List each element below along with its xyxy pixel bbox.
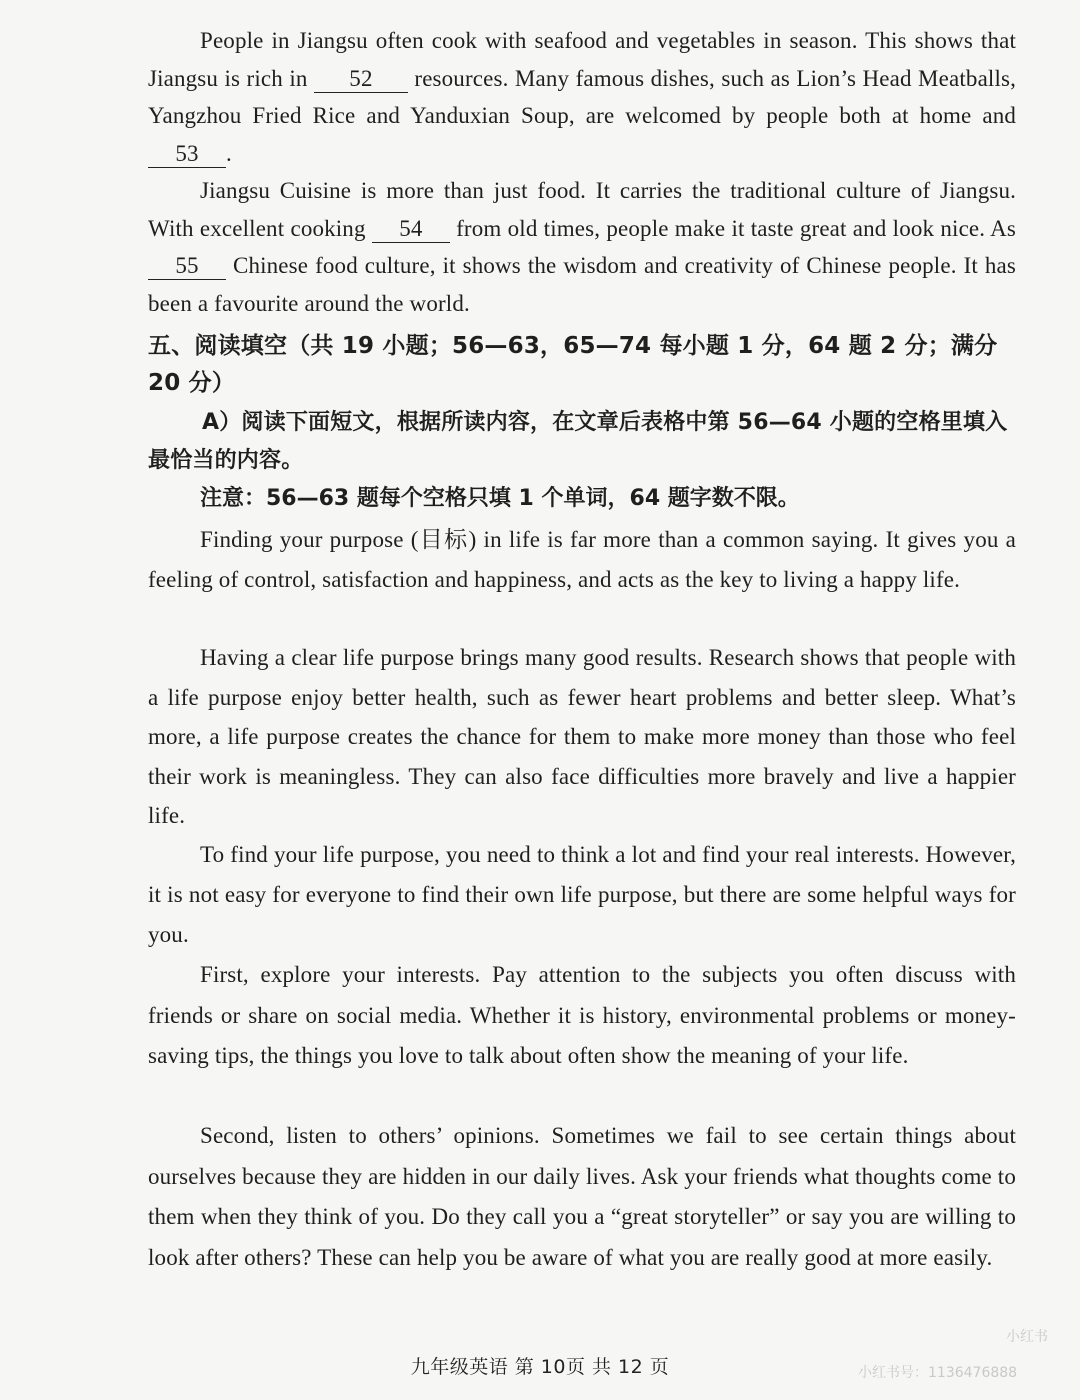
section-note: 注意：56—63 题每个空格只填 1 个单词，64 题字数不限。 — [200, 486, 800, 511]
passage-a-paragraph-1: Finding your purpose (目标) in life is far more than a common saying. It gives you a feeling of control, satisfaction and happiness, and acts as the key to living a happy life. — [148, 527, 1016, 592]
passage-a-paragraph-4: First, explore your interests. Pay attention to the subjects you often discuss with friends or share on social media. Whether it is history, environmental problems or money-saving tips, the things you love to talk about often show the meaning of your life. — [148, 962, 1016, 1068]
p2-text-1: Jiangsu Cuisine is more than just food. It carries the traditional culture of Jiangsu. With excellent cooking — [148, 178, 1016, 241]
blank-53: 53 — [148, 141, 226, 168]
blank-55: 55 — [148, 253, 226, 280]
section-instruction — [148, 404, 1016, 480]
blank-52: 52 — [314, 66, 408, 93]
watermark-logo: 小红书 — [1006, 1329, 1048, 1345]
p1-text-1: People in Jiangsu often cook with seafood and vegetables in season. This shows that Jiangsu is rich in — [148, 28, 1016, 91]
blank-54: 54 — [372, 216, 450, 243]
instruction-text: A）阅读下面短文，根据所读内容，在文章后表格中第 56—64 小题的空格里填入最恰当的内容。 — [148, 410, 1008, 473]
passage-a-paragraph-5: Second, listen to others’ opinions. Sometimes we fail to see certain things about ourselves because they are hidden in our daily lives. Ask your friends what thoughts come to them when they think of you. Do they call you a “great storyteller” or say you are willing to look after others? These can help you be aware of what you are really good at more easily. — [148, 1123, 1016, 1270]
page-footer: 九年级英语 第 10页 共 12 页 — [410, 1356, 670, 1378]
watermark-id: 小红书号：1136476888 — [858, 1365, 1018, 1381]
p1-text-2: resources. Many famous dishes, such as Lion’s Head Meatballs, Yangzhou Fried Rice and Yanduxian Soup, are welcomed by people both at home and — [148, 65, 1017, 128]
p2-text-2: from old times, people make it taste great and look nice. As — [456, 215, 1017, 241]
p2-text-3: Chinese food culture, it shows the wisdom and creativity of Chinese people. It has been a favourite around the world. — [148, 253, 1016, 316]
passage-paragraph-2 — [148, 172, 1016, 322]
passage-a-paragraph-3: To find your life purpose, you need to think a lot and find your real interests. However, it is not easy for everyone to find their own life purpose, but there are some helpful ways for you. — [148, 842, 1016, 947]
section-title: 五、阅读填空（共 19 小题；56—63，65—74 每小题 1 分，64 题 2 分；满分 20 分） — [148, 333, 998, 396]
p1-text-3: . — [226, 140, 232, 166]
passage-paragraph-1 — [148, 22, 1016, 172]
passage-a-paragraph-2: Having a clear life purpose brings many good results. Research shows that people with a life purpose enjoy better health, such as fewer heart problems and better sleep. What’s more, a life purpose creates the chance for them to make more money than those who feel their work is meaningless. They can also face difficulties more bravely and live a happier life. — [148, 645, 1016, 828]
